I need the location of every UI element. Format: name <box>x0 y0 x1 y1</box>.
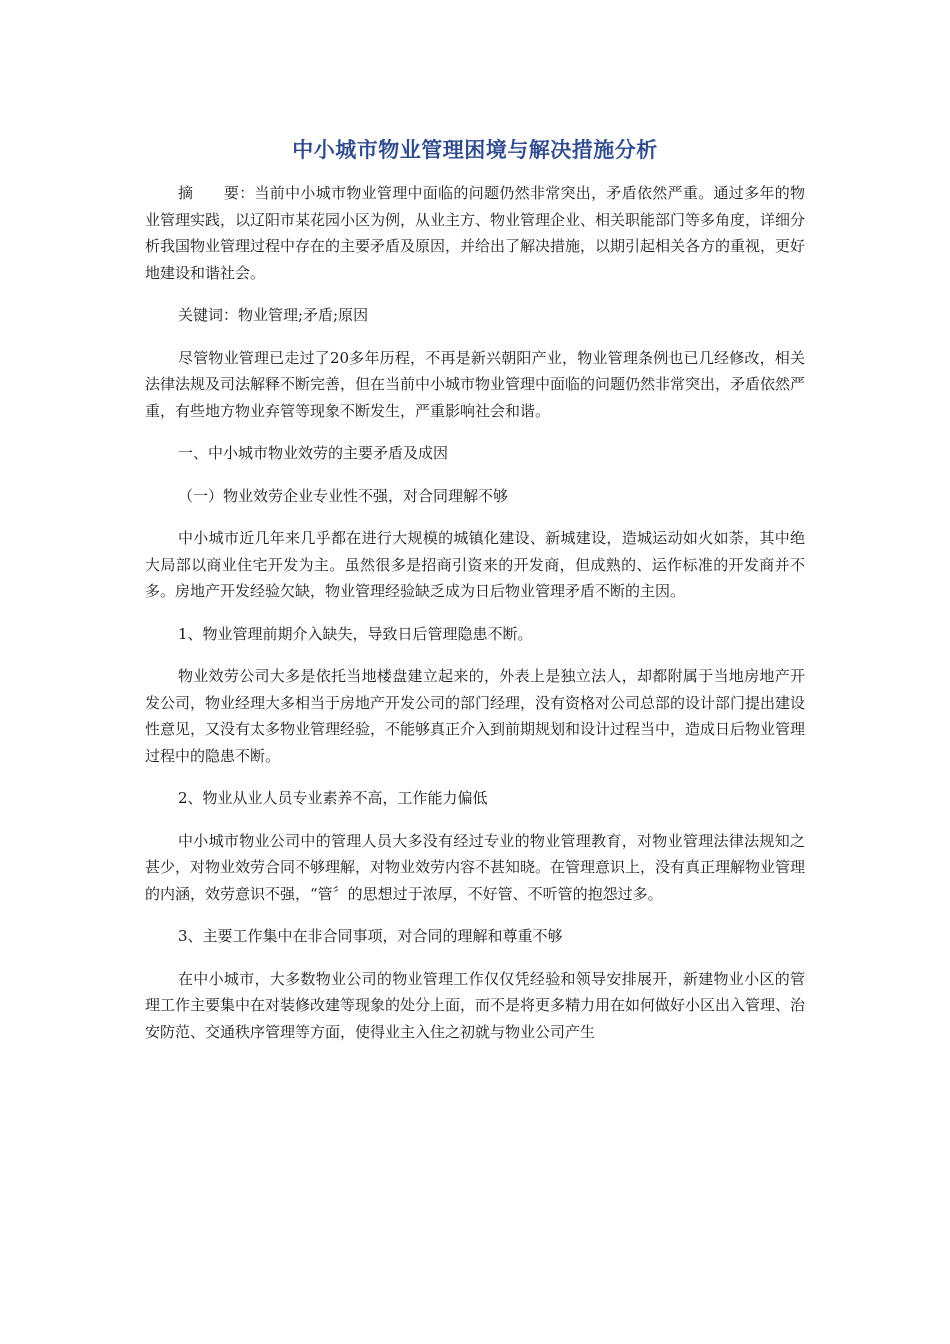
document-title: 中小城市物业管理困境与解决措施分析 <box>292 138 658 162</box>
body-paragraph: 中小城市近几年来几乎都在进行大规模的城镇化建设、新城建设，造城运动如火如荼，其中绝大局部以商业住宅开发为主。虽然很多是招商引资来的开发商，但成熟的、运作标准的开发商并不多。房地产开发经验欠缺，物业管理经验缺乏成为日后物业管理矛盾不断的主因。 <box>145 529 805 600</box>
body-paragraph: 尽管物业管理已走过了20多年历程，不再是新兴朝阳产业，物业管理条例也已几经修改，相关法律法规及司法解释不断完善，但在当前中小城市物业管理中面临的问题仍然非常突出，矛盾依然严重，有些地方物业弃管等现象不断发生，严重影响社会和谐。 <box>145 348 806 420</box>
body-paragraph: 物业效劳公司大多是依托当地楼盘建立起来的，外表上是独立法人，却都附属于当地房地产开发公司，物业经理大多相当于房地产开发公司的部门经理，没有资格对公司总部的设计部门提出建设性意见，又没有太多物业管理经验，不能够真正介入到前期规划和设计过程当中，造成日后物业管理过程中的隐患不断。 <box>145 667 806 765</box>
item-heading: 2、物业从业人员专业素养不高，工作能力偏低 <box>178 789 488 807</box>
section-heading: 一、中小城市物业效劳的主要矛盾及成因 <box>178 444 449 462</box>
body-paragraph: 中小城市物业公司中的管理人员大多没有经过专业的物业管理教育，对物业管理法律法规知之甚少，对物业效劳合同不够理解，对物业效劳内容不甚知晓。在管理意识上，没有真正理解物业管理的内涵，效劳意识不强，“管〞的思想过于浓厚，不好管、不听管的抱怨过多。 <box>145 831 806 903</box>
abstract-paragraph: 摘 要：当前中小城市物业管理中面临的问题仍然非常突出，矛盾依然严重。通过多年的物业管理实践，以辽阳市某花园小区为例，从业主方、物业管理企业、相关职能部门等多角度，详细分析我国物业管理过程中存在的主要矛盾及原因，并给出了解决措施，以期引起相关各方的重视，更好地建设和谐社会。 <box>145 184 806 282</box>
document-body <box>145 180 805 1061</box>
subsection-heading: （一）物业效劳企业专业性不强，对合同理解不够 <box>178 486 509 505</box>
item-heading: 1、物业管理前期介入缺失，导致日后管理隐患不断。 <box>178 624 533 643</box>
body-paragraph: 在中小城市，大多数物业公司的物业管理工作仅仅凭经验和领导安排展开，新建物业小区的管理工作主要集中在对装修改建等现象的处分上面，而不是将更多精力用在如何做好小区出入管理、治安防范、交通秩序管理等方面，使得业主入住之初就与物业公司产生 <box>145 969 806 1041</box>
item-heading: 3、主要工作集中在非合同事项，对合同的理解和尊重不够 <box>178 927 563 945</box>
keywords-paragraph: 关键词：物业管理;矛盾;原因 <box>178 306 369 324</box>
